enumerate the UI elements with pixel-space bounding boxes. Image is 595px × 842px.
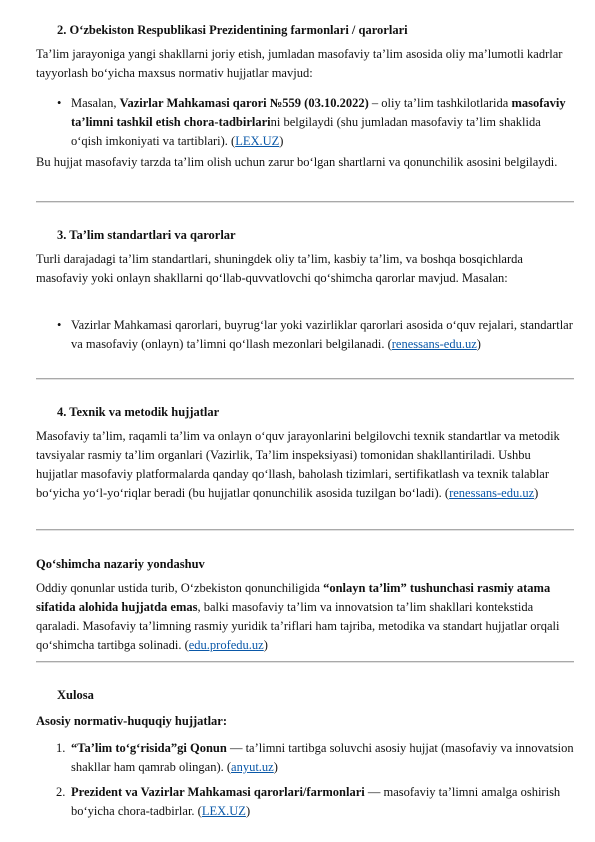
heading-text: Xulosa <box>57 688 94 702</box>
list-number: 2. <box>56 785 66 799</box>
section-2-outro <box>36 153 574 172</box>
paragraph <box>36 579 574 655</box>
list-item <box>36 316 574 354</box>
link-anyut[interactable]: anyut.uz <box>231 760 274 774</box>
bullet-icon: • <box>57 318 62 332</box>
divider <box>36 201 574 203</box>
text: ) <box>279 134 284 148</box>
link-lex-uz[interactable]: LEX.UZ <box>201 804 246 818</box>
section-2-bullet <box>36 94 574 151</box>
bold-text: “Ta’lim to‘g‘risida”gi Qonun <box>71 741 227 755</box>
subheading-text: Asosiy normativ-huquqiy hujjatlar: <box>36 714 227 728</box>
heading-text: 4. Texnik va metodik hujjatlar <box>57 405 220 419</box>
link-renessans-edu[interactable]: renessans-edu.uz <box>391 337 477 351</box>
list-item <box>36 94 574 151</box>
text: ) <box>476 337 481 351</box>
bold-text: “onlayn ta’lim” tushunchasi rasmiy atama sifatida alohida hujjatda emas <box>36 581 551 614</box>
section-4-heading <box>36 404 574 420</box>
text: Oddiy qonunlar ustida turib, O‘zbekiston qonunchiligida <box>36 581 324 595</box>
text: , balki masofaviy ta’lim va innovatsion ta’lim shakllari kontekstida qaraladi. Masofaviy ta’limning rasmiy yuridik ta’riflari ham tajriba, metodika va standart hujjatlar orqali qo‘shimcha tartibga solinadi. ( <box>36 600 560 652</box>
section-3-heading <box>36 227 574 243</box>
section-5-body <box>36 579 574 655</box>
text: ) <box>273 760 278 774</box>
bold-text: masofaviy ta’limni tashkil etish chora-tadbirlari <box>71 96 566 129</box>
heading-text: 3. Ta’lim standartlari va qarorlar <box>57 228 236 242</box>
divider <box>36 529 574 531</box>
text: ) <box>245 804 251 818</box>
paragraph <box>36 427 574 503</box>
section-2-intro <box>36 45 574 83</box>
text: — masofaviy ta’limni amalga oshirish bo‘yicha chora-tadbirlar. ( <box>71 785 561 818</box>
list-item <box>36 739 574 777</box>
divider <box>36 661 574 663</box>
link-renessans-edu[interactable]: renessans-edu.uz <box>449 486 535 500</box>
section-6-subheading <box>36 713 574 729</box>
link-edu-profedu[interactable]: edu.profedu.uz <box>188 638 264 652</box>
paragraph: Bu hujjat masofaviy tarzda ta’lim olish uchun zarur bo‘lgan shartlarni va qonunchilik asosini belgilaydi. <box>36 155 558 169</box>
section-3-intro <box>36 250 574 288</box>
heading-text: Qo‘shimcha nazariy yondashuv <box>36 557 205 571</box>
heading-text: 2. O‘zbekiston Respublikasi Prezidentining farmonlari / qarorlari <box>57 23 408 37</box>
bullet-icon: • <box>57 96 62 110</box>
link-lex-uz[interactable]: LEX.UZ <box>235 134 280 148</box>
text: Vazirlar Mahkamasi qarorlari, buyrug‘lar yoki vazirliklar qarorlari asosida o‘quv rejalari, standartlar va masofaviy (onlayn) ta’limni qo‘llash mezonlari belgilanadi. ( <box>71 318 573 351</box>
text: ni belgilaydi (shu jumladan masofaviy ta’lim shaklida o‘qish imkoniyati va tartiblari). ( <box>71 115 541 148</box>
text: – oliy ta’lim tashkilotlarida <box>368 96 512 110</box>
text: ) <box>263 638 268 652</box>
list-item <box>36 783 574 821</box>
numbered-list <box>36 739 574 821</box>
section-4-body <box>36 427 574 503</box>
section-6-heading <box>36 687 574 703</box>
section-2-heading <box>36 22 574 38</box>
section-3-bullet <box>36 316 574 354</box>
bold-text: Vazirlar Mahkamasi qarori №559 (03.10.2022) <box>119 96 369 110</box>
bold-text: Prezident va Vazirlar Mahkamasi qarorlari/farmonlari <box>71 785 365 799</box>
paragraph: Ta’lim jarayoniga yangi shakllarni joriy etish, jumladan masofaviy ta’lim asosida oliy ma’lumotli kadrlar tayyorlash bo‘yicha maxsus normativ hujjatlar mavjud: <box>36 47 563 80</box>
paragraph: Turli darajadagi ta’lim standartlari, shuningdek oliy ta’lim, kasbiy ta’lim, va boshqa bosqichlarda masofaviy yoki onlayn shakllarni qo‘llab-quvvatlovchi qo‘shimcha qarorlar mavjud. Masalan: <box>36 252 523 285</box>
text: — ta’limni tartibga soluvchi asosiy hujjat (masofaviy va innovatsion shakllar ham qamrab olingan). ( <box>71 741 574 774</box>
divider <box>36 378 574 380</box>
text: ) <box>534 486 539 500</box>
list-number: 1. <box>56 741 66 755</box>
text: Masofaviy ta’lim, raqamli ta’lim va onlayn o‘quv jarayonlarini belgilovchi texnik standartlar va metodik tavsiyalar rasmiy ta’lim organlari (Vazirlik, Ta’lim inspeksiyasi) tomonidan shakllantiriladi. Ushbu hujjatlar masofaviy platformalarda qanday qo‘llash, baholash tizimlari, sertifikatlash va texnik talablar bo‘yicha yo‘l-yo‘riqlar beradi (bu hujjatlar qonunchilik asosida tuzilgan bo‘ladi). ( <box>36 429 560 500</box>
section-5-heading <box>36 556 574 572</box>
text: Masalan, <box>71 96 120 110</box>
